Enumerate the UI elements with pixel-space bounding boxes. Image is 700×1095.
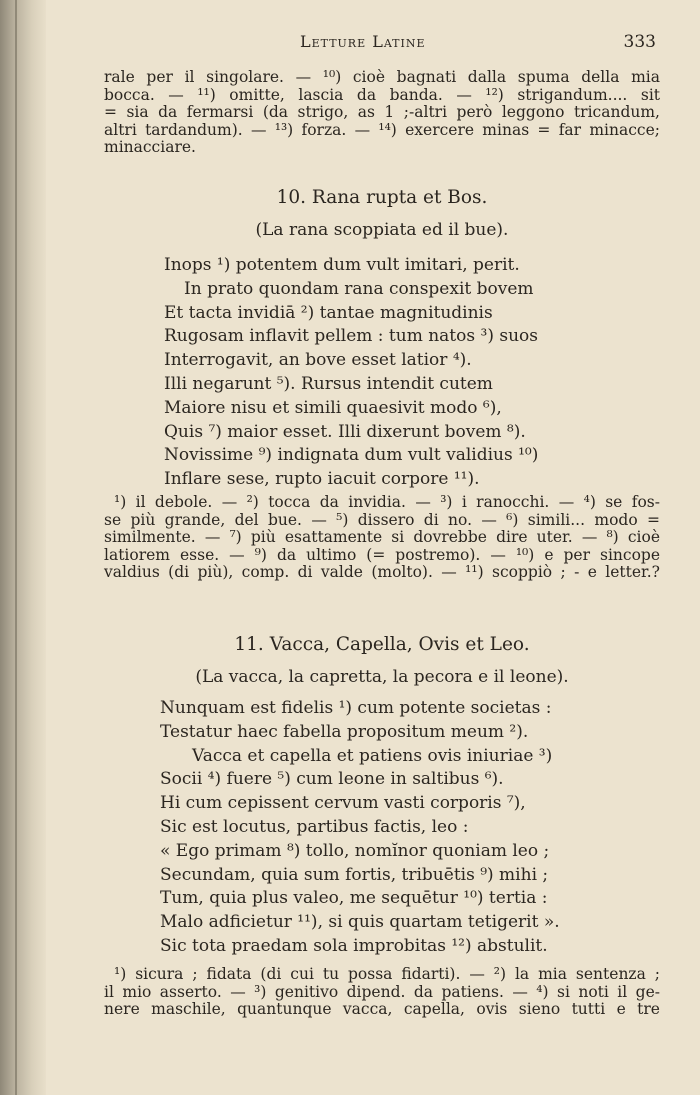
top-footnotes (104, 69, 660, 157)
footnote-line: ¹) il debole. — ²) tocca da invidia. — ³) i ranocchi. — ⁴) se fos- (114, 493, 660, 511)
verse-line: Illi negarunt ⁵). Rursus intendit cutem (164, 373, 493, 394)
verse-line: « Ego primam ⁸) tollo, nomĭnor quoniam leo ; (160, 840, 550, 861)
fable-11-subtitle: (La vacca, la capretta, la pecora e il leone). (195, 667, 569, 687)
footnote-line: latiorem esse. — ⁹) da ultimo (= postremo). — ¹⁰) e per sincope (104, 545, 660, 564)
verse-line: Malo adficietur ¹¹), si quis quartam tetigerit ». (160, 912, 560, 933)
book-spine-shadow (0, 0, 46, 1095)
verse-line: Testatur haec fabella propositum meum ²). (160, 721, 529, 742)
page-header (104, 32, 660, 58)
footnote-line: ¹) sicura ; fidata (di cui tu possa fidarti). — ²) la mia sentenza ; (114, 965, 660, 983)
fable-11-title: 11. Vacca, Capella, Ovis et Leo. (234, 634, 530, 655)
verse-line: Inflare sese, rupto iacuit corpore ¹¹). (164, 469, 480, 490)
verse-line: Nunquam est fidelis ¹) cum potente societas : (160, 698, 552, 718)
verse-line: Novissime ⁹) indignata dum vult validius ¹⁰) (164, 445, 539, 466)
footnote-line: rale per il singolare. — ¹⁰) cioè bagnati dalla spuma della mia (104, 68, 660, 86)
verse-line: Sic est locutus, partibus factis, leo : (160, 816, 469, 837)
verse-line: Tum, quia plus valeo, me sequētur ¹⁰) tertia : (160, 888, 548, 909)
page-number: 333 (623, 32, 656, 52)
fable-10-footnotes (104, 494, 660, 582)
footnote-line: nere maschile, quantunque vacca, capella, ovis sieno tutti e tre (104, 1000, 660, 1018)
verse-line: Hi cum cepissent cervum vasti corporis ⁷), (160, 793, 526, 814)
fable-11-footnotes (104, 966, 660, 1019)
fable-10-title: 10. Rana rupta et Bos. (276, 187, 488, 208)
verse-line: In prato quondam rana conspexit bovem (184, 278, 534, 299)
verse-line: Socii ⁴) fuere ⁵) cum leone in saltibus ⁶). (160, 769, 504, 790)
verse-line: Rugosam inflavit pellem : tum natos ³) suos (164, 326, 538, 347)
footnote-line: bocca. — ¹¹) omitte, lascia da banda. — ¹²) strigandum.... sit (104, 85, 660, 104)
footnote-line: altri tardandum). — ¹³) forza. — ¹⁴) exercere minas = far minacce; (104, 120, 660, 139)
footnote-line: valdius (di più), comp. di valde (molto). — ¹¹) scoppiò ; - e letter.? (104, 563, 660, 581)
verse-line: Interrogavit, an bove esset latior ⁴). (164, 350, 472, 371)
verse-line: Secundam, quia sum fortis, tribuētis ⁹) mihi ; (160, 864, 549, 885)
fable-11-verses (104, 697, 660, 959)
fable-10-verses (104, 254, 660, 492)
verse-line: Et tacta invidiā ²) tantae magnitudinis (164, 302, 493, 323)
footnote-line: minacciare. (104, 138, 196, 156)
book-page (104, 0, 660, 1095)
verse-line: Maiore nisu et simili quaesivit modo ⁶), (164, 397, 502, 418)
footnote-line: il mio asserto. — ³) genitivo dipend. da patiens. — ⁴) si noti il ge- (104, 982, 660, 1001)
footnote-line: se più grande, del bue. — ⁵) dissero di no. — ⁶) simili... modo = (104, 510, 660, 529)
spine-edge (15, 0, 17, 1095)
verse-line: Sic tota praedam sola improbitas ¹²) abstulit. (160, 935, 548, 956)
verse-line: Quis ⁷) maior esset. Illi dixerunt bovem ⁸). (164, 421, 526, 442)
running-title: Letture Latine (300, 32, 426, 51)
footnote-line: = sia da fermarsi (da strigo, as 1 ;-altri però leggono tricandum, (104, 103, 660, 121)
verse-line: Vacca et capella et patiens ovis iniuriae ³) (192, 745, 553, 766)
verse-line: Inops ¹) potentem dum vult imitari, perit. (164, 255, 520, 275)
fable-10-subtitle: (La rana scoppiata ed il bue). (255, 220, 509, 240)
footnote-line: similmente. — ⁷) più esattamente si dovrebbe dire uter. — ⁸) cioè (104, 528, 660, 546)
